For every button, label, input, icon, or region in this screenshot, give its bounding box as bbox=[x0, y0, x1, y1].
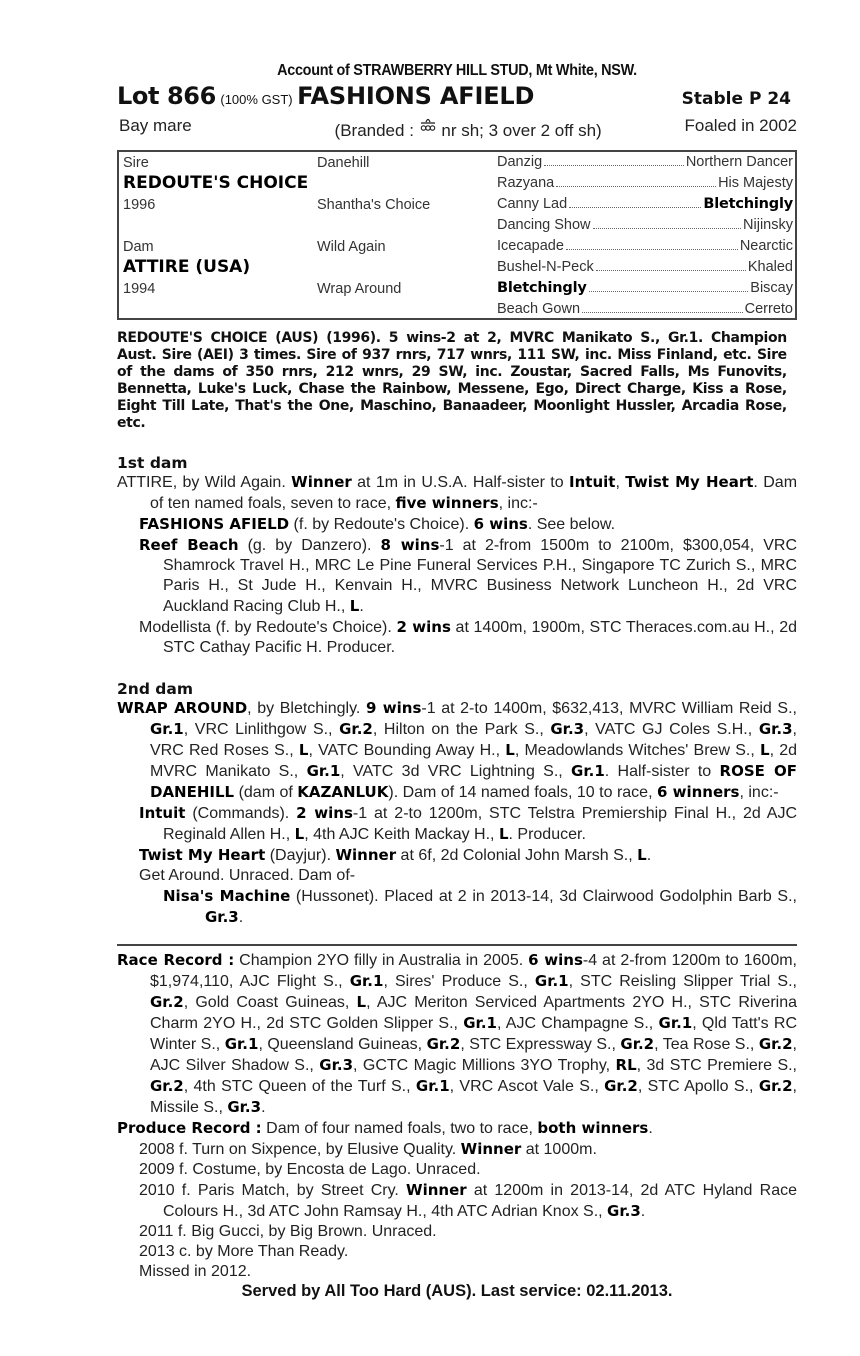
produce-record: Produce Record : Dam of four named foals, two to race, both winners. bbox=[117, 1119, 653, 1137]
foal-entry: 2011 f. Big Gucci, by Big Brown. Unraced. bbox=[139, 1223, 437, 1240]
foal-entry: 2009 f. Costume, by Encosta de Lago. Unraced. bbox=[139, 1161, 481, 1178]
second-dam-progeny-intuit: Intuit (Commands). 2 wins-1 at 2-to 1200m, STC Telstra Premiership Final H., 2d AJC Reginald Allen H., L, 4th AJC Keith Mackay H., L. Producer. bbox=[139, 804, 797, 843]
lot-title-row bbox=[117, 82, 797, 112]
sire-dam: Shantha's Choice bbox=[317, 197, 431, 213]
progeny-entry: FASHIONS AFIELD (f. by Redoute's Choice). 6 wins. See below. bbox=[139, 515, 616, 533]
grandparent-row: Canny Lad Bletchingly bbox=[497, 196, 793, 212]
foal-entry: Missed in 2012. bbox=[139, 1263, 252, 1280]
progeny-entry: Reef Beach (g. by Danzero). 8 wins-1 at 2-from 1500m to 2100m, $300,054, VRC Shamrock Travel H., MRC Le Pine Funeral Services P.H., Singapore TC Zurich S., MRC Paris H., St Jude H., Kenvain H., MVRC Business Network Luncheon H., 2d VRC Auckland Racing Club H., L. bbox=[139, 536, 798, 615]
horse-details-row bbox=[117, 116, 797, 140]
dam-year: 1994 bbox=[123, 281, 156, 297]
color-sex: Bay mare bbox=[119, 116, 192, 135]
stable-location: Stable P 24 bbox=[681, 89, 791, 109]
served-by-note: Served by All Too Hard (AUS). Last service: 02.11.2013. bbox=[241, 1282, 673, 1300]
sire-year: 1996 bbox=[123, 197, 156, 213]
grandparent-row: Icecapade Nearctic bbox=[497, 238, 793, 254]
brand-description: (Branded : nr sh; 3 over 2 off sh) bbox=[335, 116, 602, 140]
grandparent-row: Beach Gown Cerreto bbox=[497, 301, 793, 317]
foaled-year: Foaled in 2002 bbox=[684, 116, 797, 135]
first-dam-progeny bbox=[117, 514, 797, 658]
dam-dam: Wrap Around bbox=[317, 281, 402, 297]
grandparent-row: Razyana His Majesty bbox=[497, 175, 793, 191]
dam-sire: Wild Again bbox=[317, 239, 386, 255]
sire-summary: REDOUTE'S CHOICE (AUS) (1996). 5 wins-2 at 2, MVRC Manikato S., Gr.1. Champion Aust. Sire (AEI) 3 times. Sire of 937 rnrs, 717 wnrs, 111 SW, inc. Miss Finland, etc. Sire of the dams of 350 rnrs, 212 wnrs, 29 SW, inc. Zoustar, Sacred Falls, Ms Funovits, Bennetta, Luke's Luck, Chase the Rainbow, Messene, Ego, Direct Charge, Kiss a Rose, Eight Till Late, That's the One, Maschino, Banaadeer, Moonlight Hussler, Arcadia Rose, etc. bbox=[117, 330, 787, 431]
first-dam-intro: ATTIRE, by Wild Again. Winner at 1m in U.S.A. Half-sister to Intuit, Twist My Heart. Dam of ten named foals, seven to race, five winners, inc:- bbox=[117, 473, 798, 512]
third-generation-nisa: Nisa's Machine (Hussonet). Placed at 2 in 2013-14, 3d Clairwood Godolphin Barb S., Gr.3. bbox=[163, 887, 797, 926]
grandparent-row: Dancing Show Nijinsky bbox=[497, 217, 793, 233]
second-dam-progeny-get-around: Get Around. Unraced. Dam of- bbox=[139, 867, 356, 884]
progeny-entry: Modellista (f. by Redoute's Choice). 2 wins at 1400m, 1900m, STC Theraces.com.au H., 2d STC Cathay Pacific H. Producer. bbox=[139, 618, 798, 656]
gst-note: (100% GST) bbox=[220, 92, 293, 107]
lot-title bbox=[117, 82, 534, 110]
produce-foals-list bbox=[117, 1139, 797, 1282]
sire-name: REDOUTE'S CHOICE bbox=[123, 173, 309, 193]
race-record: Race Record : Champion 2YO filly in Australia in 2005. 6 wins-4 at 2-from 1200m to 1600m, $1,974,110, AJC Flight S., Gr.1, Sires' Produce S., Gr.1, STC Reisling Slipper Trial S., Gr.2, Gold Coast Guineas, L, AJC Meriton Serviced Apartments 2YO H., STC Riverina Charm 2YO H., 2d STC Golden Slipper S., Gr.1, AJC Champagne S., Gr.1, Qld Tatt's RC Winter S., Gr.1, Queensland Guineas, Gr.2, STC Expressway S., Gr.2, Tea Rose S., Gr.2, AJC Silver Shadow S., Gr.3, GCTC Magic Millions 3YO Trophy, RL, 3d STC Premiere S., Gr.2, 4th STC Queen of the Turf S., Gr.1, VRC Ascot Vale S., Gr.2, STC Apollo S., Gr.2, Missile S., Gr.3. bbox=[117, 951, 798, 1116]
dam-label: Dam bbox=[123, 239, 154, 255]
produce-record-label: Produce Record : bbox=[117, 1119, 262, 1137]
grandparent-row: Danzig Northern Dancer bbox=[497, 154, 793, 170]
catalogue-page bbox=[117, 62, 797, 1301]
second-dam-intro: WRAP AROUND, by Bletchingly. 9 wins-1 at 2-to 1400m, $632,413, MVRC William Reid S., Gr.1, VRC Linlithgow S., Gr.2, Hilton on the Park S., Gr.3, VATC GJ Coles S.H., Gr.3, VRC Red Roses S., L, VATC Bounding Away H., L, Meadowlands Witches' Brew S., L, 2d MVRC Manikato S., Gr.1, VATC 3d VRC Lightning S., Gr.1. Half-sister to ROSE OF DANEHILL (dam of KAZANLUK). Dam of 14 named foals, 10 to race, 6 winners, inc:- bbox=[117, 699, 798, 801]
grandparent-row: Bushel-N-Peck Khaled bbox=[497, 259, 793, 275]
sire-sire: Danehill bbox=[317, 155, 370, 171]
grandparent-row: Bletchingly Biscay bbox=[497, 280, 793, 296]
second-dam-progeny-twist: Twist My Heart (Dayjur). Winner at 6f, 2d Colonial John Marsh S., L. bbox=[139, 846, 652, 864]
brand-mark-icon bbox=[419, 116, 437, 137]
lot-number: Lot 866 bbox=[117, 82, 216, 110]
grandparents-column bbox=[497, 154, 793, 322]
section-divider bbox=[117, 944, 797, 946]
horse-name: FASHIONS AFIELD bbox=[297, 82, 535, 110]
pedigree-table bbox=[117, 150, 797, 320]
race-record-label: Race Record : bbox=[117, 951, 235, 969]
sire-label: Sire bbox=[123, 155, 149, 171]
foal-entry: 2013 c. by More Than Ready. bbox=[139, 1243, 349, 1260]
vendor-account: Account of STRAWBERRY HILL STUD, Mt White, NSW. bbox=[277, 62, 637, 79]
foal-entry: 2010 f. Paris Match, by Street Cry. Winner at 1200m in 2013-14, 2d ATC Hyland Race Colours H., 3d ATC John Ramsay H., 4th ATC Adrian Knox S., Gr.3. bbox=[139, 1181, 797, 1220]
foal-entry: 2008 f. Turn on Sixpence, by Elusive Quality. Winner at 1000m. bbox=[139, 1140, 597, 1158]
second-dam-heading: 2nd dam bbox=[117, 680, 194, 698]
dam-name: ATTIRE (USA) bbox=[123, 257, 251, 277]
first-dam-heading: 1st dam bbox=[117, 454, 188, 472]
